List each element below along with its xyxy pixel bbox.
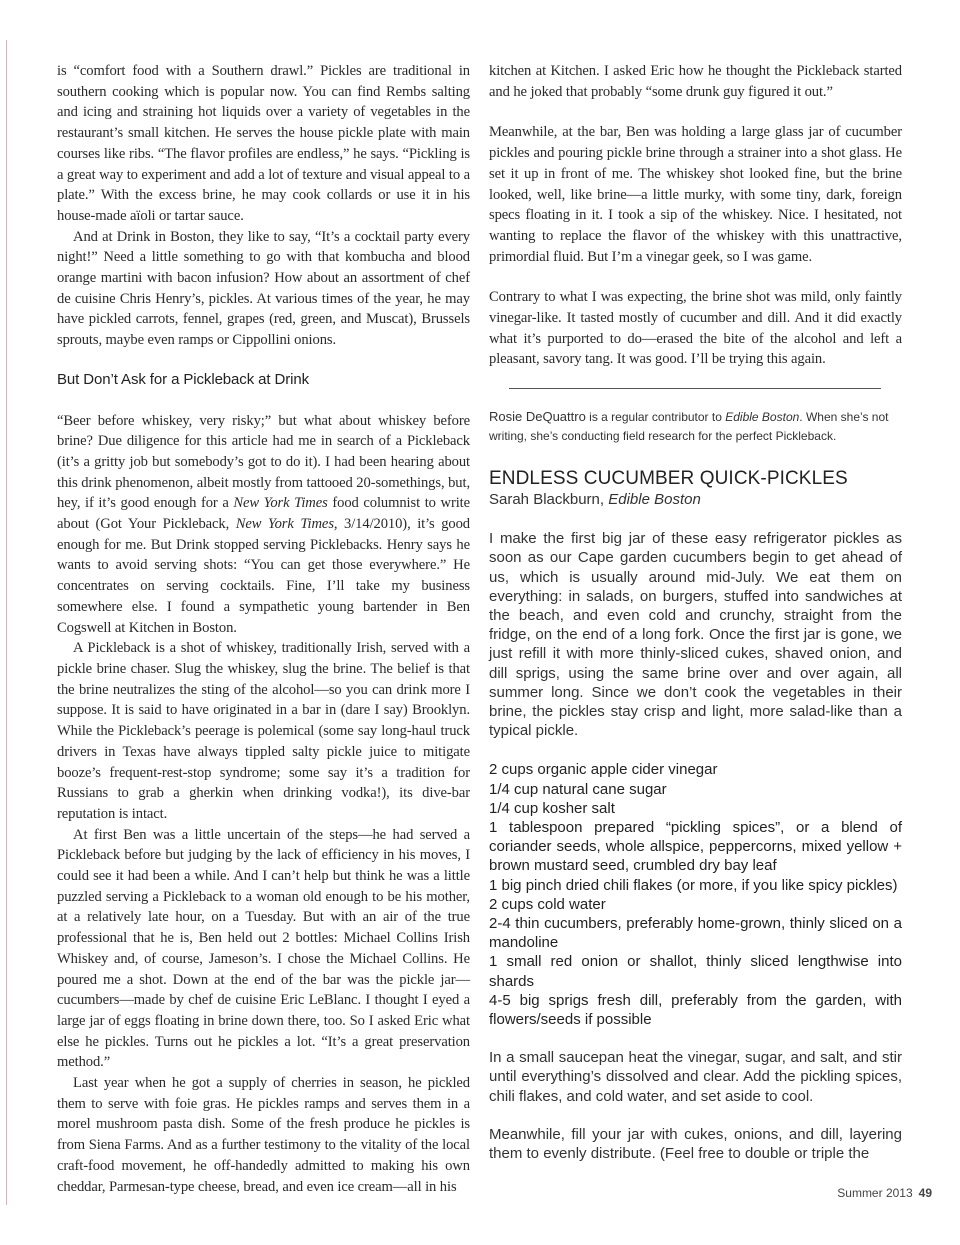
paragraph: Contrary to what I was expecting, the brine shot was mild, only faintly vinegar-like. It tasted mostly of cucumber and dill. And it did exactly what it’s purported to do—erased the bite of the alcohol and left a pleasant, savory tang. It was good. I’ll be trying this again. (489, 289, 902, 368)
ingredient-item: 1 big pinch dried chili flakes (or more, if you like spicy pickles) (489, 876, 898, 894)
ingredient-list (489, 760, 902, 1029)
paragraph: Meanwhile, at the bar, Ben was holding a large glass jar of cucumber pickles and pouring pickle brine through a strainer into a shot glass. He set it up in front of me. The whiskey shot looked fine, but the brine looked, well, like brine—a little murky, with some tiny, dark, foreign specs floating in it. I took a sip of the whiskey. Nice. I hesitated, not wanting to replace the flavor of the whiskey with this unattractive, primordial fluid. But I’m a vinegar geek, so I was game. (489, 124, 902, 265)
issue-label: Summer 2013 (837, 1186, 913, 1200)
recipe-title: ENDLESS CUCUMBER QUICK-PICKLES (489, 468, 848, 490)
left-column (57, 61, 470, 1197)
paragraph: At first Ben was a little uncertain of the steps—he had served a Pickleback before but judging by the lack of efficiency in his moves, I could see it had been a while. And I can’t help but think he was a little puzzled serving a Pickleback to a woman old enough to be his mother, at a relatively late hour, on a Tuesday. But with an air of the true professional that he is, Ben held out 2 bottles: Michael Collins Irish Whiskey and, of course, Jameson’s. I chose the Michael Collins. He poured me a shot. Down at the end of the bar was the pickle jar—cucumbers—made by chef de cuisine Eric LeBlanc. I thought I eyed a large jar of eggs floating in brine down there, too. So I asked Eric what else he pickles. Turns out he pickles a lot. “It’s a great preservation method.” (57, 826, 470, 1071)
ingredient-item: 2-4 thin cucumbers, preferably home-grown, thinly sliced on a mandoline (489, 915, 902, 952)
paragraph: Last year when he got a supply of cherries in season, he pickled them to serve with foie gras. He pickles ramps and serves them in a morel mushroom pasta dish. Some of the fresh produce he pickles is from Siena Farms. And as a further testimony to the vitality of the local craft-food movement, he off-handedly admitted to making his own cheddar, Parmesan-type cheese, bread, and even ice cream—all in his (57, 1075, 470, 1195)
publication-name: New York Times (235, 516, 334, 533)
ingredient-item: 4-5 big sprigs fresh dill, preferably from the garden, with flowers/seeds if possible (489, 991, 902, 1029)
recipe-author: Sarah Blackburn, Edible Boston (489, 491, 701, 509)
author-bio: Rosie DeQuattro is a regular contributor to Edible Boston. When she’s not writing, she’s conducting field research for the perfect Pickleback. (489, 409, 889, 444)
ingredient-item: 1 tablespoon prepared “pickling spices”, or a blend of coriander seeds, whole allspice, peppercorns, mixed yellow + brown mustard seed, crumbled dry bay leaf (489, 818, 902, 875)
divider (509, 388, 881, 389)
paragraph: is “comfort food with a Southern drawl.” Pickles are traditional in southern cooking which is popular now. You can find Rembs salting and icing and straining hot liquids over a variety of vegetables in the restaurant’s small kitchen. He serves the house pickle plate with main courses like ribs. “The flavor profiles are endless,” he says. “Pickling is a great way to experiment and add a lot of texture and visual appeal to a plate.” With the excess brine, he may cook collards or use it in his house-made aïoli or tartar sauce. (57, 63, 470, 224)
recipe-intro: I make the first big jar of these easy refrigerator pickles as soon as our Cape garden cucumbers begin to get ahead of us, which is usually around mid-July. We eat them on everything: in salads, on burgers, stuffed into sandwiches at the beach, and even cold and crunchy, straight from the fridge, on the end of a long fork. Once the first jar is gone, we just refill it with more thinly-sliced cukes, shaved onion, and dill sprigs, using the same brine over and over again, all summer long. Since we don’t cook the vegetables in their brine, the pickles stay crisp and light, more salad-like than a typical pickle. (489, 530, 902, 740)
recipe-step: In a small saucepan heat the vinegar, sugar, and salt, and stir until everything’s dissolved and clear. Add the pickling spices, chili flakes, and cold water, and set aside to cool. (489, 1049, 902, 1105)
ingredient-item: 1/4 cup natural cane sugar (489, 780, 667, 798)
ingredient-item: 2 cups cold water (489, 895, 606, 913)
recipe-step: Meanwhile, fill your jar with cukes, onions, and dill, layering them to evenly distribute. (Feel free to double or triple the (489, 1125, 902, 1163)
paragraph: kitchen at Kitchen. I asked Eric how he thought the Pickleback started and he joked that probably “some drunk guy figured it out.” (489, 63, 902, 100)
ingredient-item: 1/4 cup kosher salt (489, 799, 615, 817)
ingredient-item: 1 small red onion or shallot, thinly sliced lengthwise into shards (489, 953, 902, 990)
page-edge-line (6, 40, 7, 1205)
publication-name: Edible Boston (725, 410, 800, 425)
author-name: Rosie DeQuattro (489, 409, 586, 425)
paragraph: And at Drink in Boston, they like to say, “It’s a cocktail party every night!” Need a little something to go with that kombucha and blood orange martini with bacon infusion? How about an assortment of chef de cuisine Chris Henry’s, pickles. At various times of the year, he may have pickled carrots, fennel, grapes (red, green, and Muscat), Brussels sprouts, maybe even ramps or Cippollini onions. (57, 228, 470, 349)
page-number: 49 (918, 1186, 932, 1200)
section-heading: But Don’t Ask for a Pickleback at Drink (57, 370, 310, 388)
ingredient-item: 2 cups organic apple cider vinegar (489, 761, 718, 779)
publication-name: New York Times (233, 495, 328, 512)
paragraph: A Pickleback is a shot of whiskey, traditionally Irish, served with a pickle brine chaser. Slug the whiskey, slug the brine. The belief is that the brine neutralizes the sting of the alcohol—so you can drink more I suppose. It is said to have originated in a bar in (dare I say) Brooklyn. While the Pickleback’s peerage is polemical (some say long-haul truck drivers in Texas have always tippled salty pickle juice to mitigate booze’s frequent-rest-stop syndrome; some say it’s a tradition for Russians to grab a gherkin when drinking vodka!), its dive-bar reputation is intact. (57, 640, 470, 822)
paragraph: “Beer before whiskey, very risky;” but what about whiskey before brine? Due diligence for this article had me in search of a Pickleback (it’s a gritty job but somebody’s got to do it). I had been hearing about this drink phenomenon, albeit mostly from tattooed 20-somethings, but, hey, if it’s good enough for a New York Times food columnist to write about (Got Your Pickleback, New York Times, 3/14/2010), it’s good enough for me. But Drink stopped serving Picklebacks. Henry says he wants to avoid serving shots: “You can get those everywhere.” He concentrates on serving cocktails. Fine, I’ll take my business somewhere else. I found a sympathetic young bartender in Ben Cogswell at Kitchen in Boston. (57, 412, 470, 636)
right-column (489, 61, 902, 1163)
page-footer (837, 1186, 932, 1200)
